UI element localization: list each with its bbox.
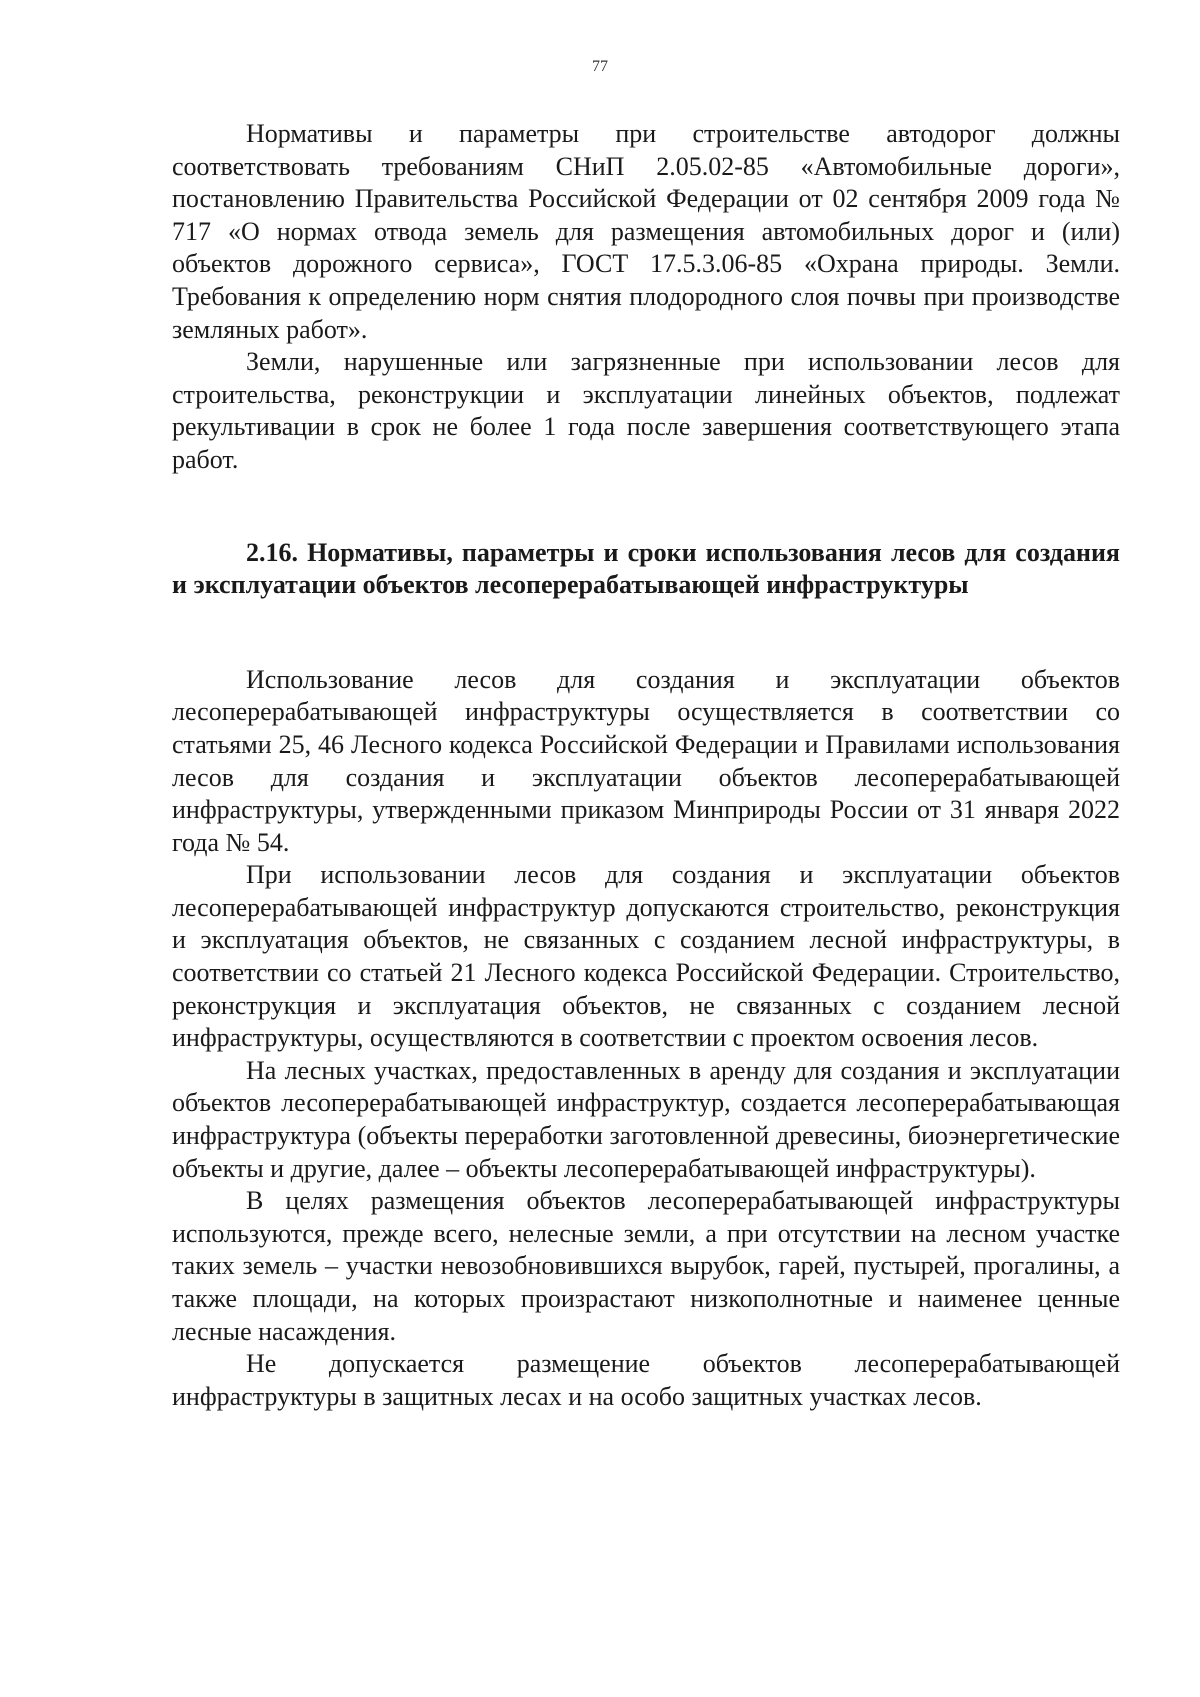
spacer bbox=[172, 602, 1120, 664]
paragraph-placement-lands: В целях размещения объектов лесоперерабатывающей инфраструктуры используются, прежде всего, нелесные земли, а при отсутствии на лесном участке таких земель – участки невозобновившихся вырубок, гарей, пустырей, прогалины, а также площади, на которых произрастают низкополнотные и наименее ценные лесные насаждения. bbox=[172, 1186, 1120, 1346]
paragraph-land-reclamation: Земли, нарушенные или загрязненные при использовании лесов для строительства, реконструкции и эксплуатации линейных объектов, подлежат рекультивации в срок не более 1 года после завершения соответствующего этапа работ. bbox=[172, 347, 1120, 474]
paragraph-road-norms: Нормативы и параметры при строительстве автодорог должны соответствовать требованиям СНиП 2.05.02-85 «Автомобильные дороги», постановлению Правительства Российской Федерации от 02 сентября 2009 года № 717 «О нормах отвода земель для размещения автомобильных дорог и (или) объектов дорожного сервиса», ГОСТ 17.5.3.06-85 «Охрана природы. Земли. Требования к определению норм снятия плодородного слоя почвы при производстве земляных работ». bbox=[172, 119, 1120, 344]
document-body bbox=[172, 118, 1120, 1413]
paragraph-forest-use-basis: Использование лесов для создания и эксплуатации объектов лесоперерабатывающей инфраструктуры осуществляется в соответствии со статьями 25, 46 Лесного кодекса Российской Федерации и Правилами использования лесов для создания и эксплуатации объектов лесоперерабатывающей инфраструктуры, утвержденными приказом Минприроды России от 31 января 2022 года № 54. bbox=[172, 664, 1120, 857]
paragraph-permitted-construction: При использовании лесов для создания и эксплуатации объектов лесоперерабатывающей инфраструктур допускаются строительство, реконструкция и эксплуатация объектов, не связанных с созданием лесной инфраструктуры, в соответствии со статьей 21 Лесного кодекса Российской Федерации. Строительство, реконструкция и эксплуатация объектов, не связанных с созданием лесной инфраструктуры, осуществляются в соответствии с проектом освоения лесов. bbox=[172, 860, 1120, 1053]
paragraph-leased-plots: На лесных участках, предоставленных в аренду для создания и эксплуатации объектов лесоперерабатывающей инфраструктур, создается лесоперерабатывающая инфраструктура (объекты переработки заготовленной древесины, биоэнергетические объекты и другие, далее – объекты лесоперерабатывающей инфраструктуры). bbox=[172, 1055, 1120, 1183]
page-number: 77 bbox=[592, 58, 608, 75]
section-heading: 2.16. Нормативы, параметры и сроки использования лесов для создания и эксплуатации объектов лесоперерабатывающей инфраструктуры bbox=[172, 537, 1120, 600]
paragraph-prohibition: Не допускается размещение объектов лесоперерабатывающей инфраструктуры в защитных лесах и на особо защитных участках лесов. bbox=[172, 1349, 1120, 1411]
spacer bbox=[172, 477, 1120, 537]
